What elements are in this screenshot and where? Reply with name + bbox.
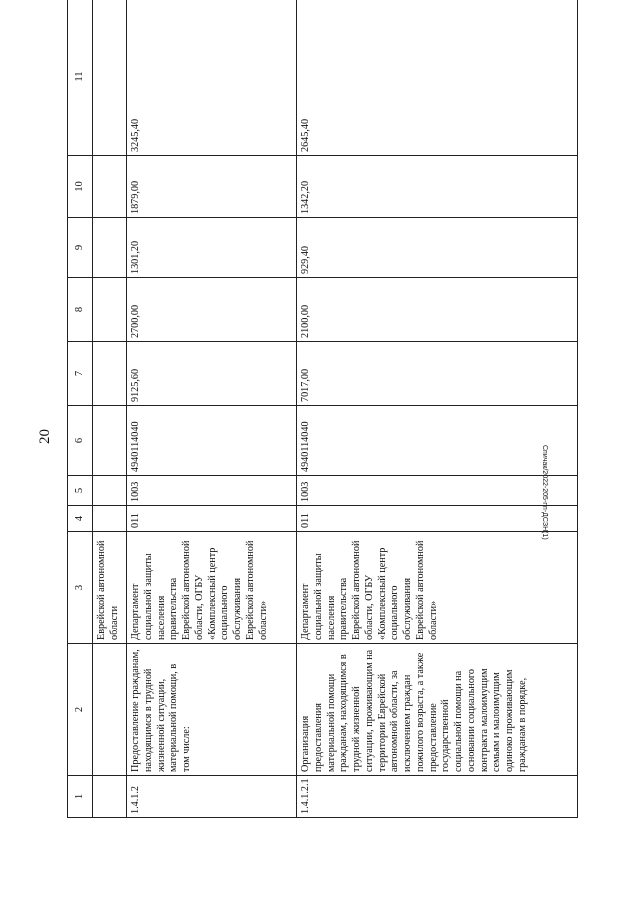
row-year-1: 2700,00 bbox=[127, 278, 297, 342]
col-header-7: 7 bbox=[68, 342, 93, 406]
row-year-4: 2645,40 bbox=[297, 0, 578, 156]
row-total: 7017,00 bbox=[297, 342, 578, 406]
cell bbox=[93, 0, 127, 156]
row-number: 1.4.1.2 bbox=[127, 776, 297, 818]
cell bbox=[93, 218, 127, 278]
cell bbox=[93, 406, 127, 476]
cell bbox=[93, 644, 127, 776]
col-header-5: 5 bbox=[68, 476, 93, 506]
page-number: 20 bbox=[37, 429, 53, 444]
document-id-note: Спичак/2022-205-пп-ДСЗН(1) bbox=[541, 445, 548, 540]
row-code-section: 1003 bbox=[297, 476, 578, 506]
col-header-6: 6 bbox=[68, 406, 93, 476]
row-code-grbs: 011 bbox=[297, 506, 578, 532]
col-header-8: 8 bbox=[68, 278, 93, 342]
col-header-10: 10 bbox=[68, 156, 93, 218]
row-executor: Департамент социальной защиты населения правительства Еврейской автономной области, ОГБУ «Комплексный центр социального обслуживания Еврейской автономной области» bbox=[297, 532, 578, 644]
row-code-grbs: 011 bbox=[127, 506, 297, 532]
col-header-1: 1 bbox=[68, 776, 93, 818]
row-code-section: 1003 bbox=[127, 476, 297, 506]
table-row bbox=[127, 0, 297, 818]
header-row bbox=[68, 0, 93, 818]
row-executor: Департамент социальной защиты населения правительства Еврейской автономной области, ОГБУ «Комплексный центр социального обслуживания Еврейской автономной области» bbox=[127, 532, 297, 644]
cell bbox=[93, 476, 127, 506]
row-code-target: 4940114040 bbox=[297, 406, 578, 476]
row-number: 1.4.1.2.1 bbox=[297, 776, 578, 818]
cell bbox=[93, 156, 127, 218]
continuation-row bbox=[93, 0, 127, 818]
table-row bbox=[297, 0, 578, 818]
row-year-4: 3245,40 bbox=[127, 0, 297, 156]
col-header-4: 4 bbox=[68, 506, 93, 532]
row-year-1: 2100,00 bbox=[297, 278, 578, 342]
col-header-9: 9 bbox=[68, 218, 93, 278]
col-header-2: 2 bbox=[68, 644, 93, 776]
cell: Еврейской автономной области bbox=[93, 532, 127, 644]
row-year-2: 1301,20 bbox=[127, 218, 297, 278]
cell bbox=[93, 506, 127, 532]
col-header-11: 11 bbox=[68, 0, 93, 156]
row-total: 9125,60 bbox=[127, 342, 297, 406]
cell bbox=[93, 278, 127, 342]
row-year-3: 1342,20 bbox=[297, 156, 578, 218]
row-year-3: 1879,00 bbox=[127, 156, 297, 218]
program-table bbox=[67, 38, 578, 818]
row-code-target: 4940114040 bbox=[127, 406, 297, 476]
row-description: Предоставление гражданам, находящимся в трудной жизненной ситуации, материальной помощи, в том числе: bbox=[127, 644, 297, 776]
cell bbox=[93, 342, 127, 406]
col-header-3: 3 bbox=[68, 532, 93, 644]
cell bbox=[93, 776, 127, 818]
row-year-2: 929,40 bbox=[297, 218, 578, 278]
row-description: Организация предоставления материальной помощи гражданам, находящимся в трудной жизненной ситуации, проживающим на территории Еврейской автономной области, за исключением граждан пожилого возраста, а также предоставление государственной социальной помощи на основании социального контракта малоимущим семьям и малоимущим одиноко проживающим гражданам в порядке, bbox=[297, 644, 578, 776]
